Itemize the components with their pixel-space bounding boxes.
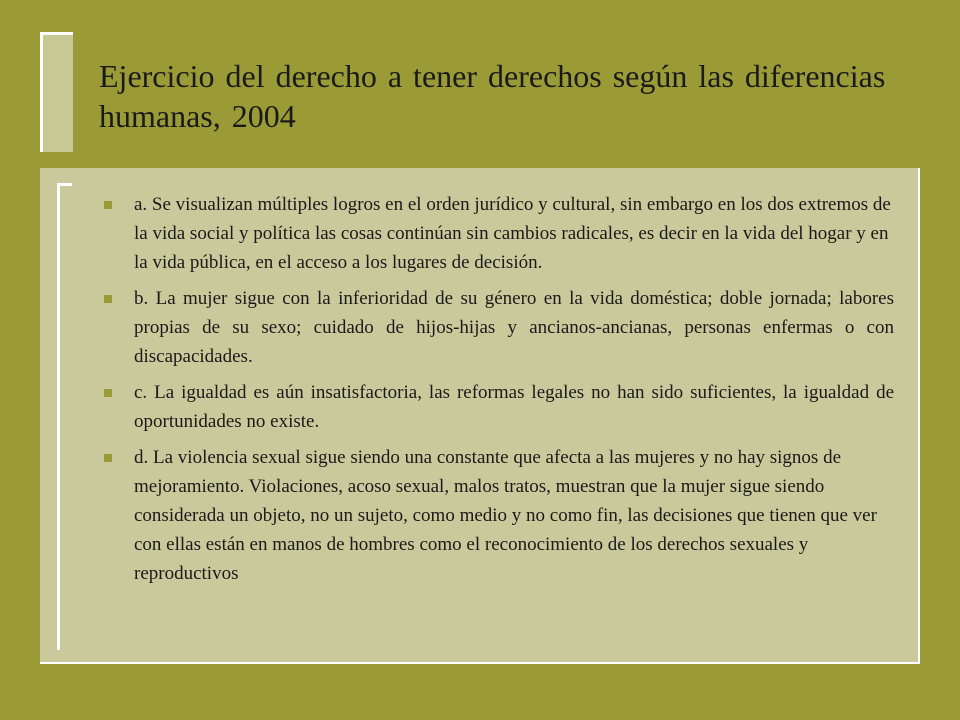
bullet-list [104, 190, 894, 588]
bullet-text-c: c. La igualdad es aún insatisfactoria, las reformas legales no han sido suficientes, la igualdad de oportunidades no existe. [134, 382, 894, 432]
bullet-item-b [104, 284, 894, 371]
content-accent-bracket [57, 183, 72, 650]
square-bullet-icon [104, 454, 112, 462]
square-bullet-icon [104, 389, 112, 397]
bullet-item-d [104, 443, 894, 588]
slide-title: Ejercicio del derecho a tener derechos según las diferencias humanas, 2004 [99, 58, 886, 134]
square-bullet-icon [104, 201, 112, 209]
bullet-item-a [104, 190, 894, 277]
bullet-text-a: a. Se visualizan múltiples logros en el orden jurídico y cultural, sin embargo en los dos extremos de la vida social y política las cosas continúan sin cambios radicales, es decir en la vida del hogar y en la vida pública, en el acceso a los lugares de decisión. [134, 194, 891, 273]
bullet-text-b: b. La mujer sigue con la inferioridad de su género en la vida doméstica; doble jornada; labores propias de su sexo; cuidado de hijos-hijas y ancianos-ancianas, personas enfermas o con discapacidades. [134, 288, 894, 367]
bullet-text-d: d. La violencia sexual sigue siendo una constante que afecta a las mujeres y no hay signos de mejoramiento. Violaciones, acoso sexual, malos tratos, muestran que la mujer sigue siendo considerada un objeto, no un sujeto, como medio y no como fin, las decisiones que tienen que ver con ellas están en manos de hombres como el reconocimiento de los derechos sexuales y reproductivos [134, 447, 877, 584]
square-bullet-icon [104, 295, 112, 303]
title-accent-bar [40, 32, 73, 152]
bullet-item-c [104, 378, 894, 436]
